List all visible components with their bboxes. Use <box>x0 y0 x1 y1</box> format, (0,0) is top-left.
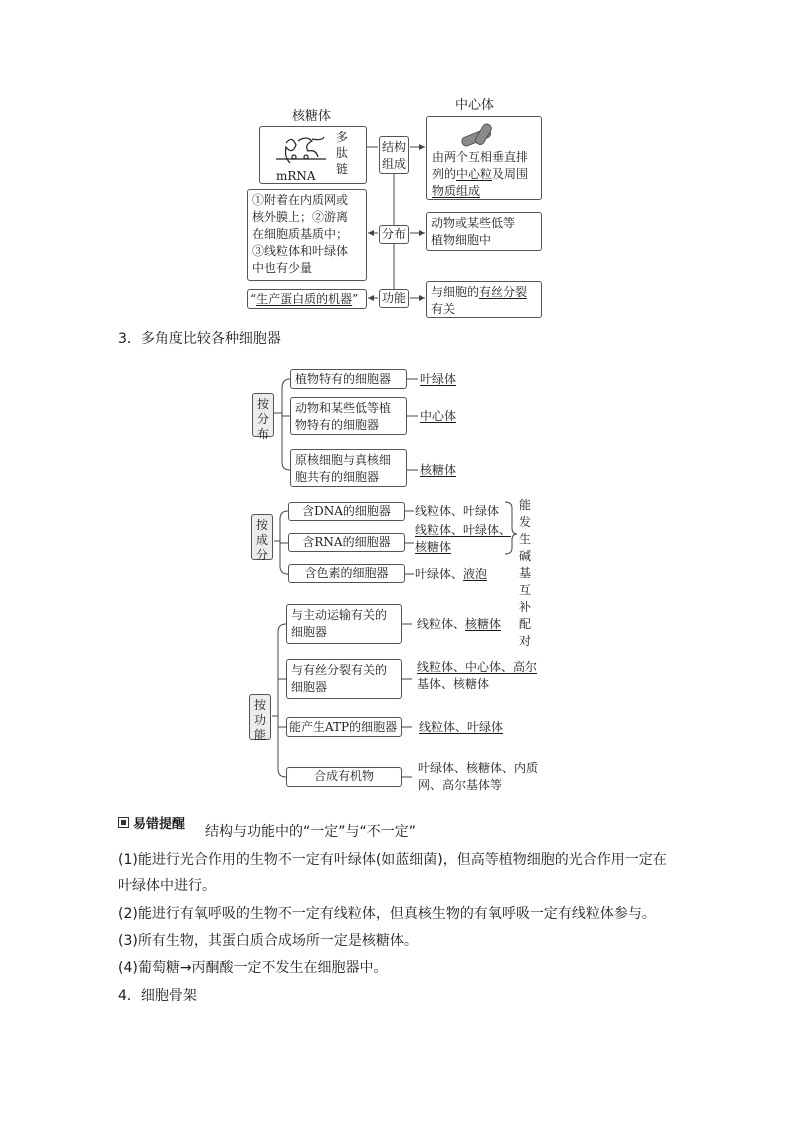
dist-row-3-answer: 核糖体 <box>420 463 457 477</box>
func-row-3-box: 能产生ATP的细胞器 <box>286 717 402 737</box>
ribosome-title: 核糖体 <box>292 109 332 124</box>
distribution-label: 分布 <box>379 225 409 244</box>
by-distribution-label: 按分布 <box>252 393 274 437</box>
structure-composition-label: 结构组成 <box>379 136 409 174</box>
func-row-3-answer: 线粒体、叶绿体 <box>419 720 504 734</box>
centrosome-illustration <box>459 121 503 147</box>
dist-row-3-box: 原核细胞与真核细 胞共有的细胞器 <box>290 449 407 487</box>
comp-row-1-box: 含DNA的细胞器 <box>288 502 405 521</box>
func-row-4-box: 合成有机物 <box>286 767 402 787</box>
comp-row-3-box: 含色素的细胞器 <box>288 564 405 583</box>
func-row-2-answer: 线粒体、中心体、高尔 基体、核糖体 <box>417 660 538 691</box>
dist-row-1-box: 植物特有的细胞器 <box>290 369 407 389</box>
tip-item-2: (2)能进行有氧呼吸的生物不一定有线粒体，但真核生物的有氧呼吸一定有线粒体参与。 <box>118 906 656 922</box>
func-row-1-box: 与主动运输有关的 细胞器 <box>286 604 402 644</box>
tip-badge: 易错提醒 <box>118 813 185 832</box>
func-row-4-answer: 叶绿体、核糖体、内质 网、高尔基体等 <box>418 761 539 792</box>
comp-row-2-answer: 线粒体、叶绿体、 核糖体 <box>415 523 512 554</box>
by-composition-label: 按成分 <box>251 514 273 560</box>
heading-3: 3．多角度比较各种细胞器 <box>118 331 281 347</box>
tip-title: 结构与功能中的“一定”与“不一定” <box>205 824 417 840</box>
tip-item-3: (3)所有生物，其蛋白质合成场所一定是核糖体。 <box>118 933 418 949</box>
tip-item-1: (1)能进行光合作用的生物不一定有叶绿体(如蓝细菌)，但高等植物细胞的光合作用一定在叶绿体中进行。 <box>118 852 667 894</box>
base-pairing-note: 能发 生碱 基互 补配 对 <box>519 498 532 648</box>
by-function-label: 按功能 <box>249 694 271 740</box>
func-row-1-answer: 线粒体、核糖体 <box>417 617 502 631</box>
centrosome-desc: 由两个互相垂直排 列的中心粒及周围 物质组成 <box>432 150 529 198</box>
dist-row-2-box: 动物和某些低等植 物特有的细胞器 <box>290 397 407 435</box>
centrosome-distribution-box: 动物或某些低等 植物细胞中 <box>426 212 542 251</box>
ribosome-function-box: “生产蛋白质的机器” <box>247 289 367 309</box>
centrosome-structure-box <box>426 116 542 200</box>
comp-row-1-answer: 线粒体、叶绿体 <box>415 504 500 518</box>
peptide-label: 多肽链 <box>336 130 349 176</box>
heading-4: 4．细胞骨架 <box>118 988 197 1004</box>
comp-row-3-answer: 叶绿体、液泡 <box>415 567 488 581</box>
func-row-2-box: 与有丝分裂有关的 细胞器 <box>286 659 402 699</box>
function-label: 功能 <box>379 289 409 308</box>
ribosome-structure-box <box>259 126 367 184</box>
centrosome-title: 中心体 <box>455 98 495 113</box>
dist-row-2-answer: 中心体 <box>420 409 457 423</box>
square-icon <box>118 817 129 828</box>
tip-item-4: (4)葡萄糖→丙酮酸一定不发生在细胞器中。 <box>118 960 388 976</box>
dist-row-1-answer: 叶绿体 <box>420 372 457 386</box>
comp-row-2-box: 含RNA的细胞器 <box>288 533 405 552</box>
ribosome-mrna-illustration <box>274 135 330 169</box>
ribosome-distribution-box: ①附着在内质网或 核外膜上；②游离 在细胞质基质中； ③线粒体和叶绿体 中也有少量 <box>247 189 367 281</box>
centrosome-function-box: 与细胞的有丝分裂 有关 <box>426 281 542 318</box>
mrna-label: mRNA <box>276 169 316 183</box>
